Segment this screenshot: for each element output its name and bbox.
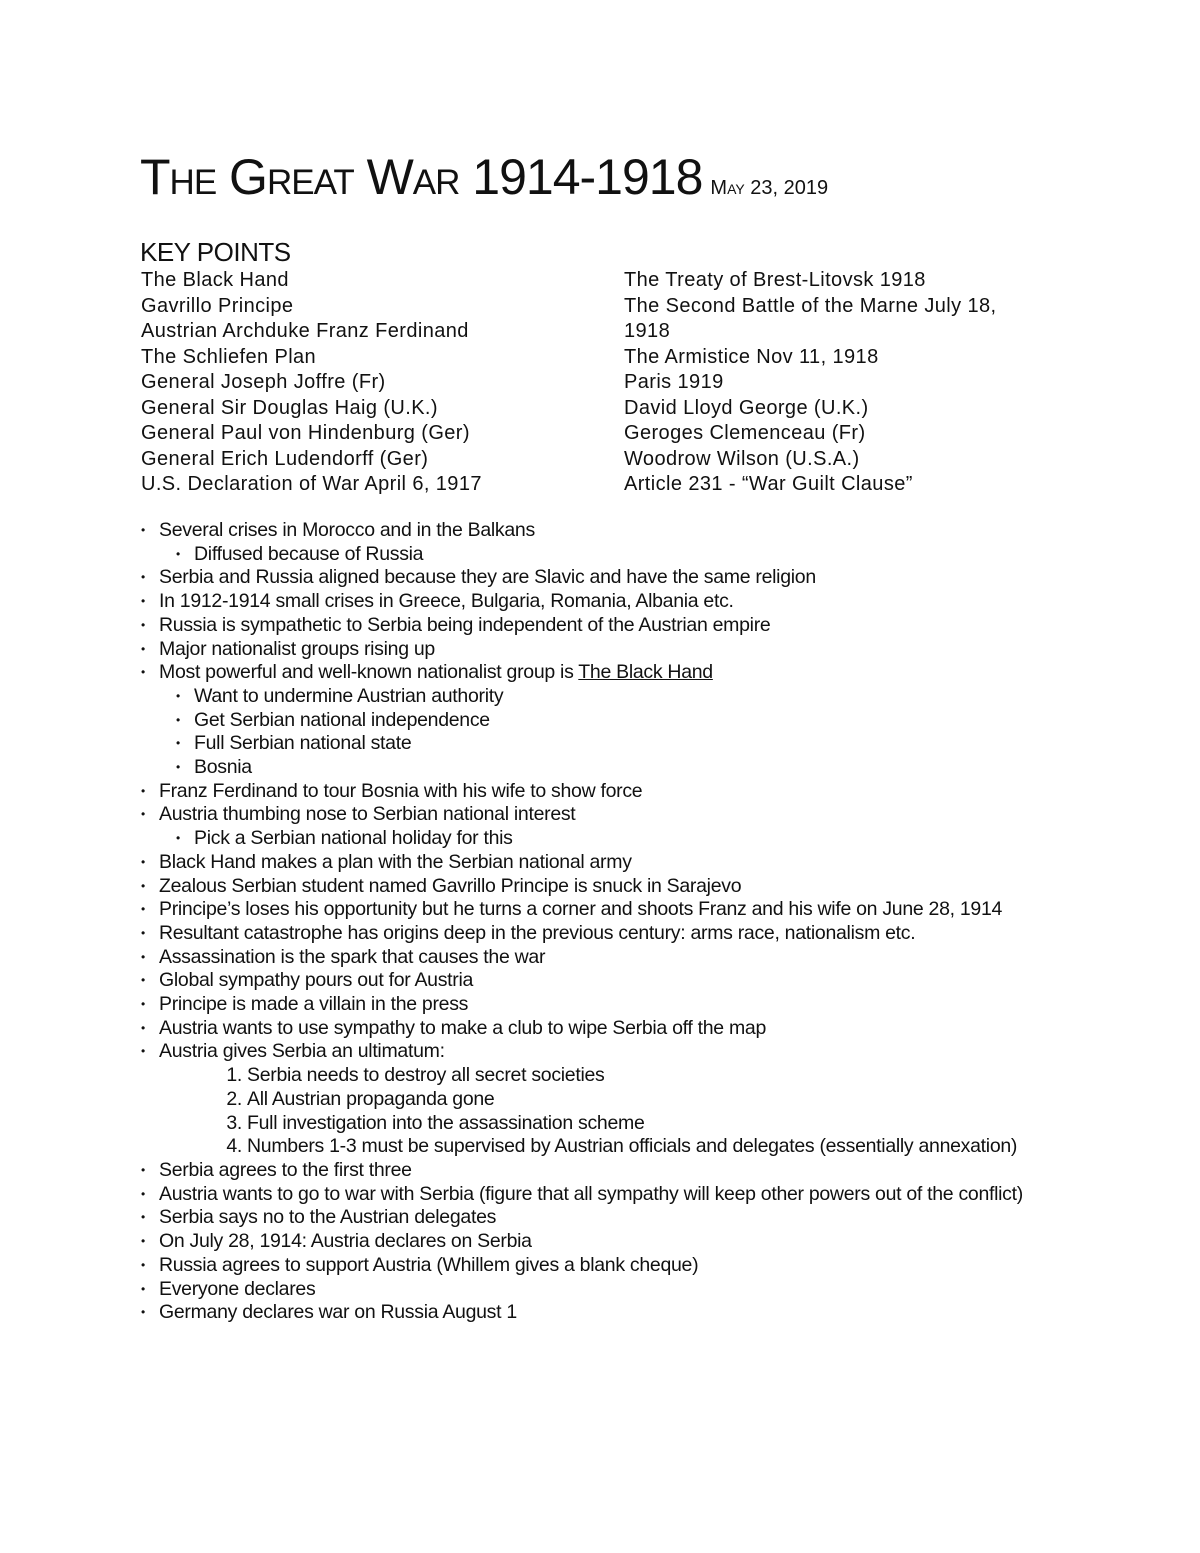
bullet-item: • Serbia agrees to the first three: [140, 1159, 1060, 1183]
numbered-text: All Austrian propaganda gone: [247, 1087, 495, 1110]
sub-bullet-item: • Diffused because of Russia: [140, 543, 1060, 567]
numbered-item: [140, 1088, 1060, 1112]
bullet-item: • On July 28, 1914: Austria declares on Serbia: [140, 1230, 1060, 1254]
bullet-item: • Black Hand makes a plan with the Serbian national army: [140, 851, 1060, 875]
sub-bullet-item: • Bosnia: [140, 756, 1060, 780]
key-point: David Lloyd George (U.K.): [624, 396, 869, 419]
key-point: General Joseph Joffre (Fr): [141, 371, 386, 393]
notes-list: [140, 519, 1060, 1325]
bullet-item: • Resultant catastrophe has origins deep in the previous century: arms race, nationalism etc.: [140, 922, 1060, 946]
bullet-item: • Franz Ferdinand to tour Bosnia with his wife to show force: [140, 780, 1060, 804]
sub-bullet-item: • Want to undermine Austrian authority: [140, 685, 1060, 709]
title-date: May 23, 2019: [710, 177, 829, 199]
numbered-text: Serbia needs to destroy all secret societies: [247, 1064, 605, 1087]
key-point: Geroges Clemenceau (Fr): [624, 422, 866, 444]
key-points-heading: KEY POINTS: [140, 237, 291, 267]
sub-bullet-item: • Get Serbian national independence: [140, 709, 1060, 733]
key-point: 1918: [624, 320, 671, 342]
key-points-right-column: [624, 268, 1044, 498]
item-number: 4.: [226, 1135, 242, 1158]
numbered-item: [140, 1112, 1060, 1136]
key-points-left-column: [141, 268, 601, 498]
bullet-item: • Russia agrees to support Austria (Whillem gives a blank cheque): [140, 1254, 1060, 1278]
bullet-item: • Serbia says no to the Austrian delegates: [140, 1206, 1060, 1230]
bullet-item: • Everyone declares: [140, 1278, 1060, 1302]
key-point: Woodrow Wilson (U.S.A.): [624, 447, 860, 470]
bullet-item: • Russia is sympathetic to Serbia being independent of the Austrian empire: [140, 614, 1060, 638]
key-point: Paris 1919: [624, 371, 724, 393]
bullet-item: • Zealous Serbian student named Gavrillo Principe is snuck in Sarajevo: [140, 875, 1060, 899]
title-text: The Great War 1914-1918: [140, 149, 703, 205]
bullet-item: • Austria thumbing nose to Serbian national interest: [140, 803, 1060, 827]
key-point: General Erich Ludendorff (Ger): [141, 447, 429, 470]
bullet-text: Most powerful and well-known nationalist group is: [159, 661, 579, 684]
numbered-item: [140, 1064, 1060, 1088]
key-point: Article 231 - “War Guilt Clause”: [624, 473, 913, 495]
bullet-item: • In 1912-1914 small crises in Greece, Bulgaria, Romania, Albania etc.: [140, 590, 1060, 614]
bullet-item: [140, 661, 1060, 685]
numbered-text: Numbers 1-3 must be supervised by Austrian officials and delegates (essentially annexation): [247, 1135, 1018, 1158]
sub-bullet-item: • Pick a Serbian national holiday for this: [140, 827, 1060, 851]
key-point: U.S. Declaration of War April 6, 1917: [141, 473, 482, 495]
numbered-item: [140, 1135, 1060, 1159]
bullet-item: • Austria wants to use sympathy to make a club to wipe Serbia off the map: [140, 1017, 1060, 1041]
item-number: 3.: [226, 1111, 242, 1134]
key-point: The Treaty of Brest-Litovsk 1918: [624, 269, 926, 291]
key-point: General Paul von Hindenburg (Ger): [141, 422, 470, 444]
bullet-item: • Several crises in Morocco and in the Balkans: [140, 519, 1060, 543]
item-number: 2.: [226, 1087, 242, 1110]
document-title: [140, 148, 828, 206]
key-point: The Schliefen Plan: [141, 345, 317, 368]
item-number: 1.: [226, 1064, 242, 1087]
key-point: The Black Hand: [141, 269, 289, 291]
key-point: General Sir Douglas Haig (U.K.): [141, 396, 438, 419]
bullet-item: • Global sympathy pours out for Austria: [140, 969, 1060, 993]
key-point: The Armistice Nov 11, 1918: [624, 345, 879, 368]
bullet-item: • Major nationalist groups rising up: [140, 638, 1060, 662]
black-hand-link: The Black Hand: [578, 661, 713, 684]
bullet-item: • Austria wants to go to war with Serbia (figure that all sympathy will keep other powers out of the conflict): [140, 1183, 1060, 1207]
key-point: Austrian Archduke Franz Ferdinand: [141, 320, 469, 342]
bullet-item: • Assassination is the spark that causes the war: [140, 946, 1060, 970]
bullet-item: • Principe’s loses his opportunity but he turns a corner and shoots Franz and his wife on June 28, 1914: [140, 898, 1060, 922]
key-point: Gavrillo Principe: [141, 294, 294, 317]
bullet-item: • Germany declares war on Russia August 1: [140, 1301, 1060, 1325]
bullet-item: • Principe is made a villain in the press: [140, 993, 1060, 1017]
bullet-item: • Serbia and Russia aligned because they are Slavic and have the same religion: [140, 566, 1060, 590]
bullet-item: • Austria gives Serbia an ultimatum:: [140, 1040, 1060, 1064]
key-point: The Second Battle of the Marne July 18,: [624, 294, 997, 317]
numbered-text: Full investigation into the assassination scheme: [247, 1111, 645, 1134]
sub-bullet-item: • Full Serbian national state: [140, 732, 1060, 756]
